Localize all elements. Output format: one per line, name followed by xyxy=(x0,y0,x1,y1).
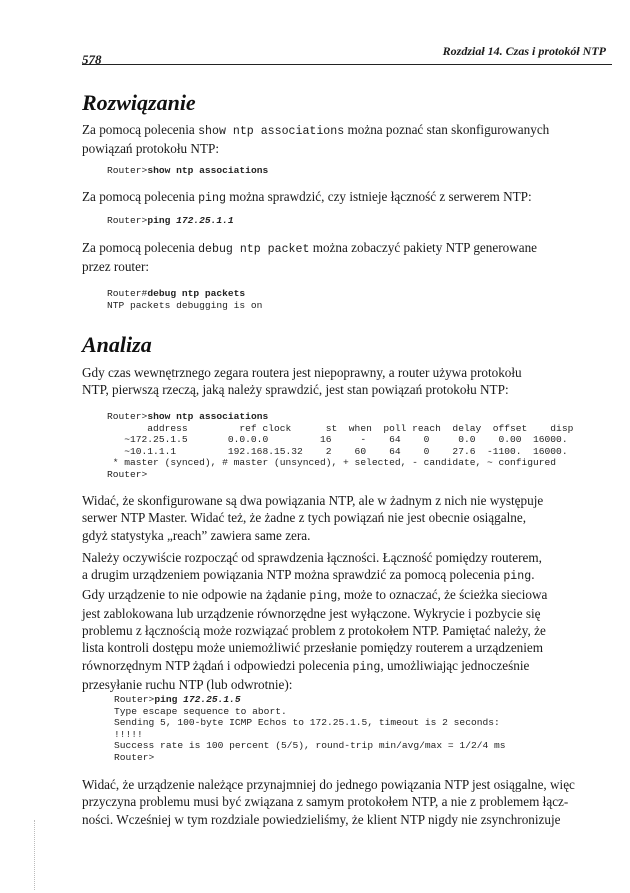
code-block-ping: Router>ping 172.25.1.1 xyxy=(107,215,234,226)
paragraph-debug: Za pomocą polecenia debug ntp packet można zobaczyć pakiety NTP generowane przez router: xyxy=(82,240,538,275)
code-block-ping-result: Router>ping 172.25.1.5 Type escape sequence to abort. Sending 5, 100-byte ICMP Echos to 172.25.1.5, timeout is 2 seconds: !!!!! Success rate is 100 percent (5/5), round-trip min/avg/max = 1/2/4 ms Router> xyxy=(114,694,506,763)
page-number: 578 xyxy=(82,52,102,67)
code-block-associations: Router>show ntp associations address ref clock st when poll reach delay offset disp ~172.25.1.5 0.0.0.0 16 - 64 0 0.0 0.00 16000. ~10.1.1.1 192.168.15.32 2 60 64 0 27.6 -1100. 16000. * master (synced), # master (unsynced), + selected, - candidate, ~ configured Router> xyxy=(107,411,574,480)
section-heading-rozwiazanie: Rozwiązanie xyxy=(82,90,196,115)
paragraph-reach: Widać, że skonfigurowane są dwa powiązania NTP, ale w żadnym z nich nie występuje serwer NTP Master. Widać też, że żadne z tych powiązań nie jest obecnie osiągalne, gdyż statystyka „reach” zawiera same zera. xyxy=(82,493,544,543)
section-heading-analiza: Analiza xyxy=(82,332,152,357)
paragraph-ping: Za pomocą polecenia ping można sprawdzić, czy istnieje łączność z serwerem NTP: xyxy=(82,189,532,205)
binding-edge-marks xyxy=(34,820,37,890)
code-block-show-ntp: Router>show ntp associations xyxy=(107,165,269,176)
paragraph-show-ntp: Za pomocą polecenia show ntp associations można poznać stan skonfigurowanych powiązań protokołu NTP: xyxy=(82,122,550,157)
inline-command: show ntp associations xyxy=(198,125,345,138)
inline-command: ping xyxy=(503,570,532,584)
paragraph-intro: Gdy czas wewnętrznego zegara routera jest niepoprawny, a router używa protokołu NTP, pierwszą rzeczą, jaką należy sprawdzić, jest stan powiązań protokołu NTP: xyxy=(82,365,522,398)
code-block-debug: Router#debug ntp packets NTP packets debugging is on xyxy=(107,288,263,311)
inline-command: ping xyxy=(309,589,338,603)
inline-command: ping xyxy=(198,192,226,205)
inline-command: ping xyxy=(352,660,381,674)
page-header xyxy=(82,44,612,65)
inline-command: debug ntp packet xyxy=(198,243,310,256)
running-title: Rozdział 14. Czas i protokół NTP xyxy=(442,44,606,58)
paragraph-conclusion: Widać, że urządzenie należące przynajmniej do jednego powiązania NTP jest osiągalne, więc przyczyna problemu musi być związana z samym protokołem NTP, a nie z problemem łącz- ności. Wcześniej w tym rozdziale powiedzieliśmy, że klient NTP nigdy nie zsynchronizuje xyxy=(82,777,575,827)
paragraph-connectivity: Należy oczywiście rozpocząć od sprawdzenia łączności. Łączność pomiędzy routerem, a drugim urządzeniem powiązania NTP można sprawdzić za pomocą polecenia ping. Gdy urządzenie to nie odpowie na żądanie ping, może to oznaczać, że ścieżka sieciowa jest zablokowana lub urządzenie równorzędne jest wyłączone. Wykrycie i pozbycie się problemu z łącznością może rozwiązać problem z protokołem NTP. Pamiętać należy, że lista kontroli dostępu może uniemożliwić przesłanie pomiędzy routerem a urządzeniem równorzędnym NTP żądań i odpowiedzi polecenia ping, umożliwiając jednocześnie przesyłanie ruchu NTP (lub odwrotnie): xyxy=(82,550,548,693)
